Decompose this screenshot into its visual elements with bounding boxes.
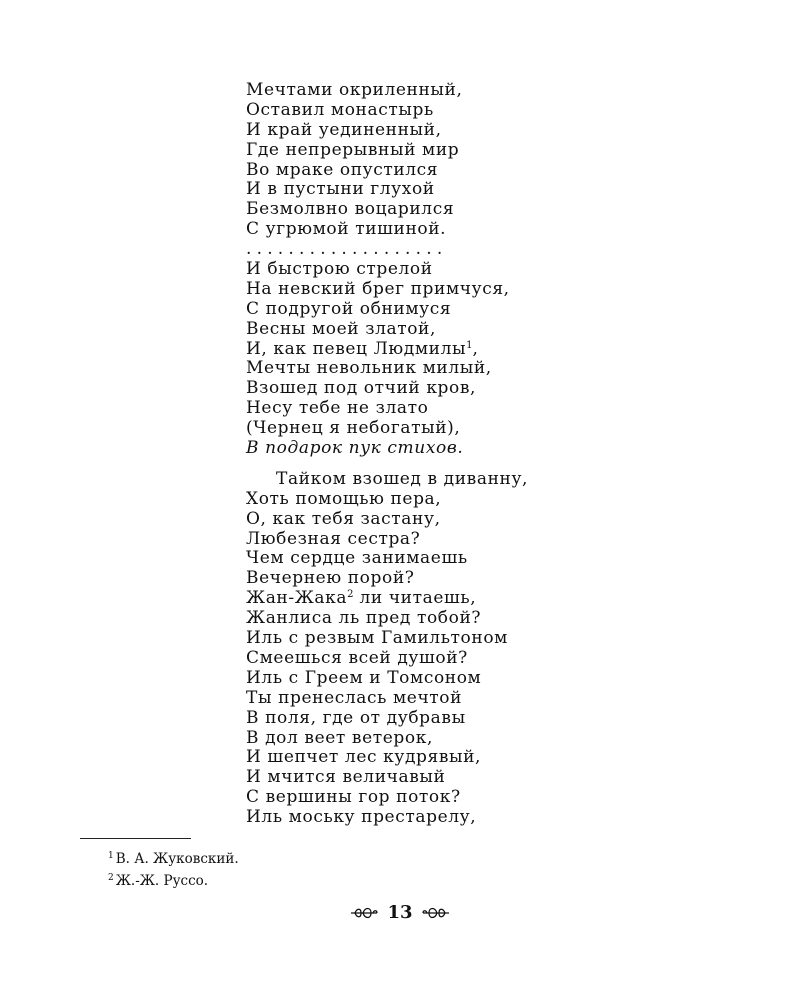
stanza-2 (246, 260, 528, 459)
poem-line: Вечернею порой? (246, 568, 415, 589)
footnote-text: Ж.-Ж. Руссо. (115, 873, 209, 889)
stanza-1 (246, 81, 528, 240)
poem-line: Иль с резвым Гамильтоном (246, 628, 508, 649)
poem-line: На невский брег примчуся, (246, 278, 510, 299)
poem-line: Несу тебе не злато (246, 398, 429, 419)
page-number: 13 (387, 902, 413, 923)
ornament-left-icon (349, 905, 379, 921)
poem-line: И край уединенный, (246, 119, 442, 140)
page-number-folio (0, 902, 800, 923)
poem-line: Мечты невольник милый, (246, 358, 492, 379)
footnote-1 (108, 848, 239, 870)
poem-line: Чем сердце занимаешь (246, 548, 468, 569)
poem-line: С угрюмой тишиной. (246, 219, 447, 240)
poem-line: Любезная сестра? (246, 528, 421, 549)
poem-line: Иль с Греем и Томсоном (246, 667, 482, 688)
poem-line: И в пустыни глухой (246, 179, 435, 200)
poem-line: Жанлиса ль пред тобой? (246, 608, 482, 629)
poem-line: О, как тебя застану, (246, 508, 441, 529)
poem-line-tail: ли читаешь, (353, 588, 477, 609)
poem-line-text: И, как певец Людмилы (246, 338, 467, 359)
poem-text (246, 81, 528, 828)
poem-line-tail: , (472, 338, 479, 359)
footnote-ref-1[interactable]: 1 (466, 339, 473, 351)
footnote-text: В. А. Жуковский. (115, 851, 239, 867)
poem-line-italic: В подарок пук стихов. (246, 438, 464, 459)
poem-line: Где непрерывный мир (246, 139, 460, 160)
poem-line: И шепчет лес кудрявый, (246, 747, 482, 768)
poem-line: Во мраке опустился (246, 159, 439, 180)
poem-line: Смеешься всей душой? (246, 647, 468, 668)
ornament-right-icon (421, 905, 451, 921)
footnote-mark: 2 (108, 873, 114, 883)
footnotes (108, 848, 239, 892)
poem-line: (Чернец я небогатый), (246, 418, 461, 439)
poem-line: Весны моей златой, (246, 318, 436, 339)
poem-line: В поля, где от дубравы (246, 707, 466, 728)
stanza-3 (246, 470, 528, 828)
poem-line: Ты пренеслась мечтой (246, 687, 463, 708)
footnote-mark: 1 (108, 851, 114, 861)
footnote-2 (108, 870, 239, 892)
poem-line: Взошед под отчий кров, (246, 378, 477, 399)
poem-line: Мечтами окриленный, (246, 80, 463, 100)
ellipsis-divider: ................... (246, 239, 448, 260)
footnote-ref-2[interactable]: 2 (347, 589, 354, 601)
poem-line: Оставил монастырь (246, 99, 434, 120)
poem-line: И мчится величавый (246, 767, 446, 788)
poem-line: И быстрою стрелой (246, 259, 433, 280)
poem-line: В дол веет ветерок, (246, 727, 433, 748)
poem-line: Безмолвно воцарился (246, 199, 455, 220)
footnote-divider (80, 838, 191, 839)
poem-line-ludmila (246, 340, 528, 360)
poem-line-jean-jacques (246, 589, 528, 609)
poem-line: С вершины гор поток? (246, 787, 461, 808)
poem-line: С подругой обнимуся (246, 298, 452, 319)
poem-line: Тайком взошед в диванну, (276, 468, 529, 489)
poem-line: Иль моську престарелу, (246, 807, 477, 828)
poem-line: Хоть помощью пера, (246, 488, 442, 509)
poem-line-text: Жан-Жака (246, 588, 348, 609)
